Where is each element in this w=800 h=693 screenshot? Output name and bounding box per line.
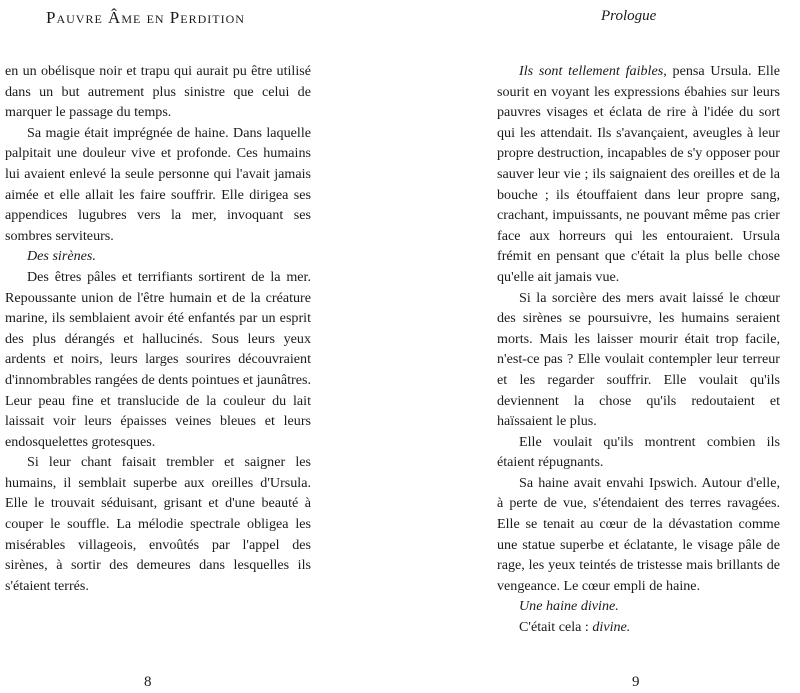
paragraph: en un obélisque noir et trapu qui aurait pu être utilisé dans un but autrement plus sinistre que celui de marquer le passage du temps. [5,63,311,121]
page-number-left: 8 [144,674,152,690]
page-number-right: 9 [632,674,640,690]
paragraph: Des êtres pâles et terrifiants sortirent de la mer. Repoussante union de l'être humain et de la créature marine, ils semblaient avoir été enfantés par un esprit des plus dérangés et hallucinés. Sous leurs yeux ardents et noirs, leurs larges sourires découvraient d'innombrables rangées de dents pointues et jaunâtres. Leur peau fine et translucide de la couleur du lait laissait voir leurs épaisses veines bleues et leurs endosquelettes grotesques. [5,268,311,450]
running-head-left: Pauvre Âme en Perdition [46,8,245,27]
left-text-block [5,61,311,596]
right-page [400,0,800,693]
paragraph-text: , pensa Ursula. Elle sourit en voyant les expressions ébahies sur leurs pauvres visages et éclata de rire à l'idée du sort qui les attendait. Ils s'avançaient, aveugles à leur propre destruction, incapables de s'y opposer pour sauver leur vie ; ils saignaient des oreilles et de la bouche ; ils étouffaient dans leur propre sang, crachant, impuissants, ne pouvant même pas crier face aux horreurs qui les entouraient. Ursula frémit en pensant que c'était la plus belle chose qu'elle ait jamais vue. [497,63,780,285]
running-head-right: Prologue [601,8,657,24]
paragraph: Sa haine avait envahi Ipswich. Autour d'elle, à perte de vue, s'étendaient des terres ravagées. Elle se tenait au cœur de la dévastation comme une statue superbe et éclatante, le visage pâle de rage, les yeux teintés de tristesse mais brillants de vengeance. Le cœur empli de haine. [497,474,780,594]
paragraph: Si leur chant faisait trembler et saigner les humains, il semblait superbe aux oreilles d'Ursula. Elle le trouvait séduisant, grisant et d'une beauté à couper le souffle. La mélodie spectrale obligea les misérables villageois, envoûtés par l'appel des sirènes, à sortir des demeures dans lesquelles ils s'étaient terrés. [5,454,311,594]
paragraph: Elle voulait qu'ils montrent combien ils étaient répugnants. [497,433,780,471]
italic-text: Ils sont tellement faibles [519,63,664,79]
italic-text: Une haine divine. [519,598,619,615]
paragraph: Sa magie était imprégnée de haine. Dans laquelle palpitait une douleur vive et profonde. Ces humains lui avaient enlevé la seule personne qui l'avait jamais aimée et elle allait les faire souffrir. Elle dirigea ses appendices lugubres vers la mer, invoquant ses sombres serviteurs. [5,124,311,244]
paragraph: Si la sorcière des mers avait laissé le chœur des sirènes se poursuivre, les humains seraient morts. Mais les laisser mourir était trop facile, n'est-ce pas ? Elle voulait contempler leur terreur et les regarder souffrir. Elle voulait qu'ils deviennent la chose qu'ils redoutaient et haïssaient le plus. [497,289,780,430]
paragraph [5,246,311,267]
paragraph [497,617,780,638]
paragraph-text: C'était cela : [519,619,593,636]
paragraph [497,61,780,288]
italic-text: Des sirènes. [27,248,96,265]
right-text-block [497,61,780,638]
italic-text: divine. [592,619,631,636]
paragraph [497,596,780,617]
